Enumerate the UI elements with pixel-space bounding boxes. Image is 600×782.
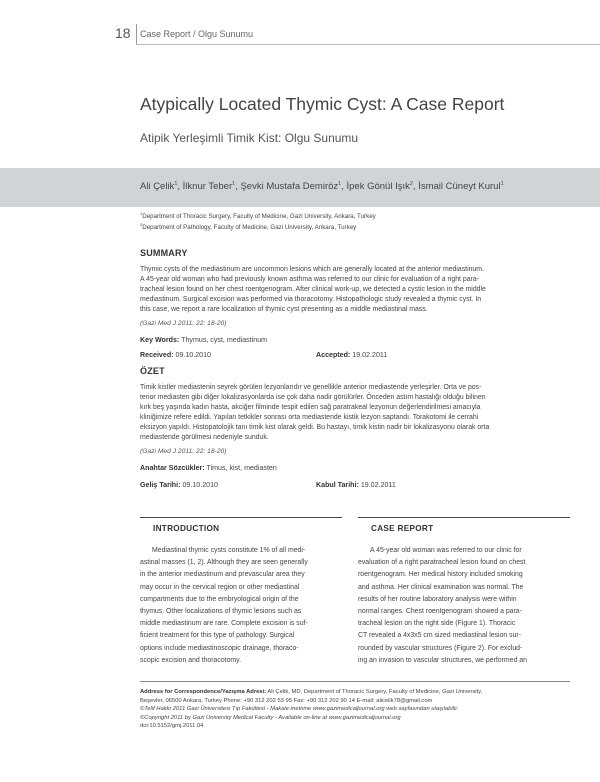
received-date: 09.10.2010: [175, 351, 212, 359]
received-label: Received:: [140, 351, 174, 359]
case-line: tracheal lesion on the right side (Figure 1). Thoracic: [358, 620, 516, 628]
header-rule: [136, 44, 600, 45]
case-line: rounded by vascular structures (Figure 2). For exclud-: [358, 644, 523, 652]
accepted-label: Kabul Tarihi:: [316, 481, 359, 489]
author-name: Şevki Mustafa Demiröz: [240, 181, 339, 193]
affiliation-sup: 1: [140, 211, 143, 216]
summary-accepted: [316, 351, 387, 359]
correspondence: [140, 688, 570, 697]
affiliation: [140, 222, 356, 231]
author-sup: 1: [500, 181, 504, 187]
case-line: normal ranges. Chest roentgenogram showed a para-: [358, 608, 522, 616]
summary-citation: (Gazi Med J 2011; 22: 18-20): [140, 320, 227, 327]
ozet-citation: (Gazi Med J 2011; 22: 18-20): [140, 448, 227, 455]
author-list: Ali Çelik$^1$, İlknur Teber$^1$, Şevki Mustafa Demiröz$^1$, İpek Gönül Işık$^2$, İsmail Cüneyt Kurul$^1$: [140, 181, 504, 193]
ozet-line: mediastende görülmesi nedeniyle sunduk.: [140, 434, 269, 442]
ozet-accepted: [316, 481, 396, 489]
affiliation: [140, 211, 376, 220]
case-report-heading: CASE REPORT: [371, 524, 434, 533]
header-divider: [136, 24, 137, 44]
accepted-date: 19.02.2011: [352, 351, 388, 359]
case-line: evaluation of a right paratracheal lesion found on chest: [358, 559, 526, 567]
ozet-keywords: [140, 464, 277, 472]
doi: doi:10.5152/gmj.2011.04: [140, 723, 204, 730]
case-line: and asthma. Her clinical examination was normal. The: [358, 583, 524, 591]
intro-rule: [140, 517, 342, 518]
copyright-en: [140, 714, 570, 723]
author-sup: 1: [338, 181, 342, 187]
page-header: [0, 0, 600, 48]
article-title: Atypically Located Thymic Cyst: A Case Report: [140, 94, 505, 114]
case-line: ing an invasion to vascular structures, we performed an: [358, 656, 527, 664]
keywords-label: Anahtar Sözcükler:: [140, 464, 205, 472]
footer: [140, 688, 570, 731]
ozet-line: Timik kistler mediastenin seyrek görülen lezyonlarıdır ve genellikle anterior mediastende yerleşirler. Orta ve pos-: [140, 384, 482, 391]
ozet-line: kırk beş yaşında kadın hasta, akciğer filminde tespit edilen sağ paratrakeal lezyonun değerlendirilmesi amacıyla: [140, 404, 481, 412]
case-report-text: [358, 545, 570, 667]
copyright-tr-text: ©Telif Hakkı 2011 Gazi Üniversitesi Tıp Fakültesi - Makale metnine www.gazimedicaljournal.org web sayfasından ulaşılabilir.: [140, 706, 459, 713]
case-line: roentgenogram. Her medical history included smoking: [358, 571, 523, 579]
received-label: Geliş Tarihi:: [140, 481, 181, 489]
intro-line: scopic excision and thoracotomy.: [140, 656, 241, 664]
ozet-line: terior mediasten gibi diğer lokalizasyonlarda ise çok daha nadir görülürler. Önceden astım hastalığı olduğu bilinen: [140, 394, 486, 402]
author-name: İlknur Teber: [182, 181, 233, 193]
summary-line: mediastinum. Surgical excision was performed via thoracotomy. Histopathologic study revealed a thymic cyst. In: [140, 296, 482, 304]
keywords-value: Thymus, cyst, mediastinum: [181, 336, 268, 344]
article-subtitle: Atipik Yerleşimli Timik Kist: Olgu Sunumu: [140, 131, 359, 145]
ozet-received: [140, 481, 218, 489]
summary-line: this case, we report a rare localization of thymic cyst presenting as a middle mediastinal mass.: [140, 306, 428, 314]
introduction-heading: INTRODUCTION: [153, 524, 220, 533]
intro-line: Mediastinal thymic cysts constitute 1% of all medi-: [152, 547, 306, 554]
keywords-label: Key Words:: [140, 336, 180, 344]
summary-received: [140, 351, 211, 359]
intro-line: options include mediastinoscopic drainage, thoraco-: [140, 644, 299, 652]
author-sup: 2: [409, 181, 413, 187]
intro-line: astinal masses (1, 2). Although they are seen generally: [140, 559, 308, 567]
intro-line: middle mediastinum are rare. Complete excision is suf-: [140, 620, 308, 628]
summary-line: tracheal lesion found on her chest roentgenogram. After clinical work-up, we detected a cystic lesion in the middle: [140, 286, 486, 294]
footer-rule: [140, 681, 570, 682]
keywords-value: Timus, kist, mediasten: [206, 464, 277, 472]
case-line: A 45-year old woman was referred to our clinic for: [370, 547, 522, 554]
intro-line: ficient treatment for this type of pathology. Surgical: [140, 632, 295, 640]
introduction-text: [140, 545, 342, 667]
case-line: CT revealed a 4x3x5 cm sized mediastinal lesion sur-: [358, 632, 522, 640]
page-number: 18: [115, 25, 131, 41]
running-head: Case Report / Olgu Sunumu: [140, 29, 254, 39]
ozet-text: [140, 383, 570, 444]
correspondence-label: Address for Correspondence/Yazışma Adresi:: [140, 689, 267, 695]
correspondence-text: Ali Çelik, MD, Department of Thoracic Surgery, Faculty of Medicine, Gazi University,: [267, 689, 483, 695]
author-name: İsmail Cüneyt Kurul: [418, 181, 501, 193]
intro-line: thymus. Other localizations of thymic lesions such as: [140, 608, 302, 616]
affiliation-text: Department of Pathology, Faculty of Medicine, Gazi University, Ankara, Turkey: [142, 224, 357, 232]
intro-line: in the anterior mediastinum and prevascular area they: [140, 571, 305, 579]
copyright-tr: [140, 705, 570, 714]
intro-line: may occur in the cervical region or other mediastinal: [140, 583, 300, 591]
author-name: Ali Çelik: [140, 181, 175, 193]
ozet-line: eksizyon yapıldı. Histopatolojik tanı timik kist olarak geldi. Bu hastayı, timik kistin nadir bir lokalizasyonu olarak orta: [140, 424, 490, 432]
received-date: 09.10.2010: [182, 481, 218, 489]
accepted-label: Accepted:: [316, 351, 351, 359]
case-line: results of her routine laboratory analysis were within: [358, 595, 517, 603]
summary-text: [140, 265, 570, 315]
summary-keywords: [140, 336, 267, 344]
affiliation-sup: 2: [140, 222, 143, 227]
summary-line: A 45-year old woman who had previously known asthma was referred to our clinic for evaluation of a right para-: [140, 276, 479, 284]
summary-line: Thymic cysts of the mediastinum are uncommon lesions which are generally located at the anterior mediastinum.: [140, 266, 484, 273]
author-name: İpek Gönül Işık: [346, 181, 410, 193]
correspondence-contact: Beşevler, 06500 Ankara, Turkey Phone: +90 312 202 53 95 Fax: +90 312 202 90 14 E-mail: alicelik78@gmail.com: [140, 697, 433, 704]
summary-heading: SUMMARY: [140, 248, 188, 258]
copyright-en-text: ©Copyright 2011 by Gazi University Medical Faculty - Available on-line at www.gazimedicaljournal.org: [140, 714, 401, 721]
author-sup: 1: [232, 181, 236, 187]
case-rule: [358, 517, 570, 518]
ozet-heading: ÖZET: [140, 366, 165, 376]
accepted-date: 19.02.2011: [360, 481, 396, 489]
intro-line: compartments due to the embryological origin of the: [140, 595, 299, 603]
affiliation-text: Department of Thoracic Surgery, Faculty of Medicine, Gazi University, Ankara, Turkey: [142, 213, 376, 221]
author-sup: 1: [174, 181, 178, 187]
ozet-line: kliniğimize refere edildi. Yapılan tetkikler sonrası orta mediastende kistik lezyon saptandı. Torakotomi ile cerrahi: [140, 414, 479, 422]
